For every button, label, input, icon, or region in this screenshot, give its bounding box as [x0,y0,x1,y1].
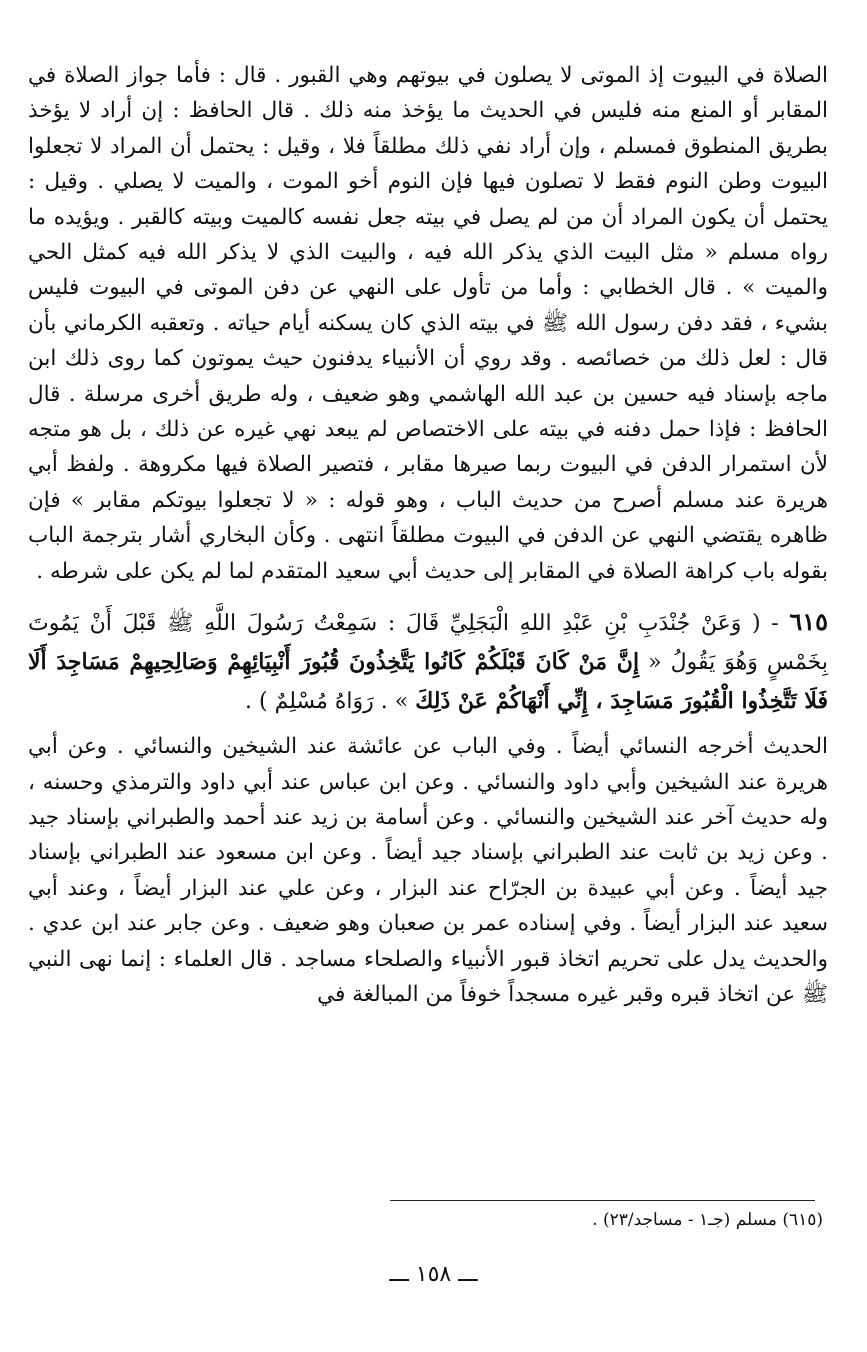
page-body [28,58,828,1012]
hadith-number: ٦١٥ [789,607,828,637]
page-number: ـــ ١٥٨ ـــ [389,1262,478,1287]
hadith-intro: - ( وَعَنْ جُنْدَبِ بْنِ عَبْدِ اللهِ الْبَجَلِيِّ قَالَ : سَمِعْتُ رَسُولَ اللَّهِ ﷺ قَبْلَ أَنْ يَمُوتَ بِخَمْسٍ وَهُوَ يَقُولُ « [28,611,829,676]
body-paragraph [28,58,828,589]
paragraph-text: الصلاة في البيوت إذ الموتى لا يصلون في بيوتهم وهي القبور . قال : فأما جواز الصلاة في المقابر أو المنع منه فليس في الحديث ما يؤخذ منه ذلك . قال الحافظ : إن أراد لا يؤخذ بطريق المنطوق فمسلم ، وإن أراد نفي ذلك مطلقاً فلا ، وقيل : يحتمل أن المراد لا تجعلوا البيوت وطن النوم فقط لا تصلون فيها فإن النوم أخو الموت ، والميت لا يصلي . وقيل : يحتمل أن يكون المراد أن من لم يصل في بيته جعل نفسه كالميت وبيته كالقبر . ويؤيده ما رواه مسلم « مثل البيت الذي يذكر الله فيه ، والبيت الذي لا يذكر الله فيه كمثل الحي والميت » . قال الخطابي : وأما من تأول على النهي عن دفن الموتى في البيوت فليس بشيء ، فقد دفن رسول الله ﷺ في بيته الذي كان يسكنه أيام حياته . وتعقبه الكرماني بأن قال : لعل ذلك من خصائصه . وقد روي أن الأنبياء يدفنون حيث يموتون كما روى ذلك ابن ماجه بإسناد فيه حسين بن عبد الله الهاشمي وهو ضعيف ، وله طريق أخرى مرسلة . قال الحافظ : فإذا حمل دفنه في بيته على الاختصاص لم يبعد نهي غيره عن ذلك ، بل هو متجه لأن استمرار الدفن في البيوت ربما صيرها مقابر ، فتصير الصلاة فيها مكروهة . ولفظ أبي هريرة عند مسلم أصرح من حديث الباب ، وهو قوله : « لا تجعلوا بيوتكم مقابر » فإن ظاهره يقتضي النهي عن الدفن في البيوت مطلقاً انتهى . وكأن البخاري أشار بترجمة الباب بقوله باب كراهة الصلاة في المقابر إلى حديث أبي سعيد المتقدم لما لم يكن على شرطه . [28,63,828,584]
commentary-text: الحديث أخرجه النسائي أيضاً . وفي الباب عن عائشة عند الشيخين والنسائي . وعن أبي هريرة عند الشيخين وأبي داود والنسائي . وعن ابن عباس عند أبي داود والترمذي وحسنه ، وله حديث آخر عند الشيخين والنسائي . وعن أسامة بن زيد عند أحمد والطبراني بإسناد جيد . وعن زيد بن ثابت عند الطبراني بإسناد جيد أيضاً . وعن ابن مسعود عند الطبراني بإسناد جيد أيضاً . وعن أبي عبيدة بن الجرّاح عند البزار ، وعن علي عند البزار أيضاً ، وعند أبي سعيد عند البزار أيضاً . وفي إسناده عمر بن صعبان وهو ضعيف . وعن جابر عند ابن عدي . والحديث يدل على تحريم اتخاذ قبور الأنبياء والصلحاء مساجد . قال العلماء : إنما نهى النبي ﷺ عن اتخاذ قبره وقبر غيره مسجداً خوفاً من المبالغة في [28,734,828,1007]
footnote-divider [390,1200,815,1201]
hadith-text: إِنَّ مَنْ كَانَ قَبْلَكُمْ كَانُوا يَتَّخِذُونَ قُبُورَ أَنْبِيَائِهِمْ وَصَالِحِيهِمْ مَسَاجِدَ أَلَا فَلَا تَتَّخِذُوا الْقُبُورَ مَسَاجِدَ ، إِنِّي أَنْهَاكُمْ عَنْ ذَلِكَ [28,649,828,715]
hadith-block [28,603,828,721]
footnote: (٦١٥) مسلم (جـ١ - مساجد/٢٣) . [592,1210,823,1230]
hadith-source: » . رَوَاهُ مُسْلِمٌ ) . [245,689,416,715]
commentary-paragraph [28,729,828,1012]
